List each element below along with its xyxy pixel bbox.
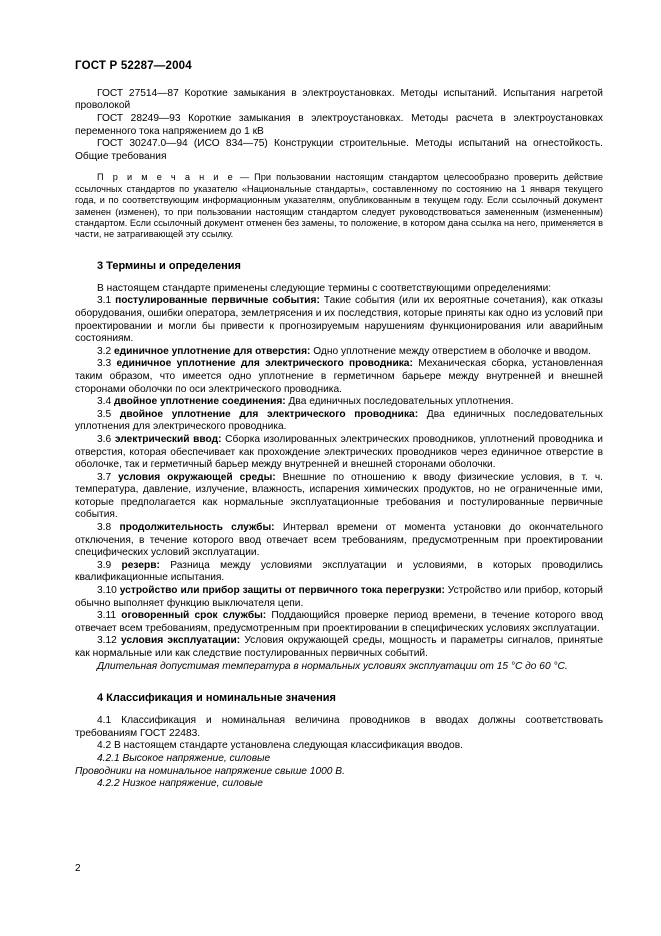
clause-item	[75, 740, 603, 753]
term-entry	[75, 560, 603, 585]
reference-item: ГОСТ 27514—87 Короткие замыкания в электроустановках. Методы испытаний. Испытания нагретой проволокой	[75, 87, 603, 112]
term-definition: Механическая сборка, установленная таким образом, что имеется одно уплотнение в герметичном барьере между внутренней и внешней сторонами оболочки по оси электрического проводника.	[75, 358, 603, 395]
term-number: 3.7	[97, 471, 112, 483]
term-number: 3.5	[97, 408, 112, 420]
term-number: 3.12	[97, 635, 117, 647]
clause-item	[75, 715, 603, 740]
section-heading-classification: 4 Классификация и номинальные значения	[97, 692, 336, 705]
terms-closing-note: Длительная допустимая температура в нормальных условиях эксплуатации от 15 °С до 60 °С.	[97, 660, 568, 672]
note-text: — При пользовании настоящим стандартом целесообразно проверить действие ссылочных стандартов по указателю «Национальные стандарты», составленному по состоянию на 1 января текущего года, и по соответствующим информационным указателям, опубликованным в текущем году. Если ссылочный документ заменен (изменен), то при пользовании настоящим стандартом следует руководствоваться замененным (измененным) стандартом. Если ссылочный документ отменен без замены, то положение, в котором дана ссылка на него, применяется в части, не затрагивающей эту ссылку.	[75, 172, 603, 240]
term-name: условия окружающей среды:	[118, 471, 276, 483]
term-definition: Такие события (или их вероятные сочетания), как отказы оборудования, ошибки оператора, землетрясения и их последствия, которые приняты как одно из условий при проектировании и могли бы привести к прогнозируемым нарушениям функционирования или аварийным состояниям.	[75, 295, 603, 345]
term-definition: Сборка изолированных электрических проводников, уплотнений проводника и отверстия, которая обеспечивает как прохождение электрических проводников через единичное отверстие в оболочке, так и герметичный барьер между внутренней и внешней сторонами оболочки.	[75, 433, 603, 471]
term-name: двойное уплотнение для электрического проводника:	[119, 408, 419, 420]
term-name: единичное уплотнение для электрического проводника:	[116, 358, 413, 370]
term-number: 3.2	[97, 345, 112, 357]
term-definition: Два единичных последовательных уплотнения.	[285, 396, 514, 408]
term-definition: Внешние по отношению к вводу физические условия, в т. ч. температура, давление, излучение, влажность, испарения химических продуктов, но не ограниченные ими, которые предполагается как нормальные эксплуатационные требования и постулированные первичные события.	[75, 471, 603, 521]
term-definition: Условия окружающей среды, мощность и параметры сигналов, принятые как нормальные или как следствие постулированных первичных событий.	[75, 635, 604, 660]
subclause-text: Проводники на номинальное напряжение свыше 1000 В.	[75, 765, 345, 777]
term-name: оговоренный срок службы:	[121, 610, 267, 622]
reference-item: ГОСТ 30247.0—94 (ИСО 834—75) Конструкции строительные. Методы испытаний на огнестойкость. Общие требования	[75, 138, 603, 162]
term-name: единичное уплотнение для отверстия:	[114, 345, 311, 357]
term-number: 3.11	[97, 610, 117, 622]
term-number: 3.3	[97, 358, 112, 370]
term-name: постулированные первичные события:	[115, 295, 320, 307]
reference-item: ГОСТ 28249—93 Короткие замыкания в электроустановках. Методы расчета в электроустановках переменного тока напряжением до 1 кВ	[75, 112, 603, 137]
terms-intro: В настоящем стандарте применены следующие термины с соответствующими определениями:	[97, 282, 552, 294]
term-entry	[75, 358, 603, 396]
subclause-heading: 4.2.1 Высокое напряжение, силовые	[97, 752, 271, 764]
term-number: 3.6	[97, 433, 112, 445]
note-label: П р и м е ч а н и е	[97, 172, 235, 183]
term-definition: Устройство или прибор, который обычно выполняет функцию выключателя цепи.	[75, 585, 603, 609]
term-definition: Одно уплотнение между отверстием в оболочке и вводом.	[310, 345, 591, 357]
term-name: устройство или прибор защиты от первичного тока перегрузки:	[119, 585, 445, 597]
term-entry	[75, 635, 603, 660]
subclause-heading: 4.2.2 Низкое напряжение, силовые	[97, 778, 263, 790]
term-number: 3.9	[97, 559, 112, 571]
term-name: продолжительность службы:	[119, 522, 275, 534]
clause-number: 4.2	[97, 740, 112, 752]
term-number: 3.8	[97, 522, 112, 534]
term-number: 3.10	[97, 585, 117, 597]
term-entry	[75, 472, 603, 522]
section-heading-terms: 3 Термины и определения	[97, 259, 241, 272]
term-name: условия эксплуатации:	[121, 635, 241, 647]
term-name: электрический ввод:	[114, 433, 222, 445]
term-number: 3.4	[97, 396, 112, 408]
term-entry	[75, 434, 603, 472]
clause-text: В настоящем стандарте установлена следующая классификация вводов.	[111, 740, 463, 752]
note-block	[75, 172, 603, 240]
term-definition: Два единичных последовательных уплотнения для электрического проводника.	[75, 408, 603, 433]
term-entry	[75, 610, 603, 635]
term-entry	[75, 522, 603, 560]
term-definition: Разница между условиями эксплуатации и условиями, в которых проводились квалификационные испытания.	[75, 559, 603, 584]
term-definition: Интервал времени от момента установки до окончательного отключения, в течение которого ввод отвечает всем требованиям, предусмотренным при проектировании специфических условий эксплуатации.	[75, 522, 603, 559]
term-number: 3.1	[97, 295, 112, 307]
clause-text: Классификация и номинальная величина проводников в вводах должны соответствовать требованиям ГОСТ 22483.	[75, 715, 603, 739]
page-header: ГОСТ Р 52287—2004	[75, 60, 192, 72]
term-name: резерв:	[121, 559, 160, 571]
term-definition: Поддающийся проверке период времени, в течение которого ввод отвечает всем требованиям, предусмотренным при проектировании в специфических условиях эксплуатации.	[75, 610, 603, 634]
clause-number: 4.1	[97, 715, 112, 727]
term-entry	[75, 396, 603, 409]
term-entry	[75, 409, 603, 434]
page-number: 2	[75, 863, 81, 874]
term-entry	[75, 585, 603, 610]
term-name: двойное уплотнение соединения:	[114, 396, 286, 408]
term-entry	[75, 346, 603, 359]
term-entry	[75, 295, 603, 345]
